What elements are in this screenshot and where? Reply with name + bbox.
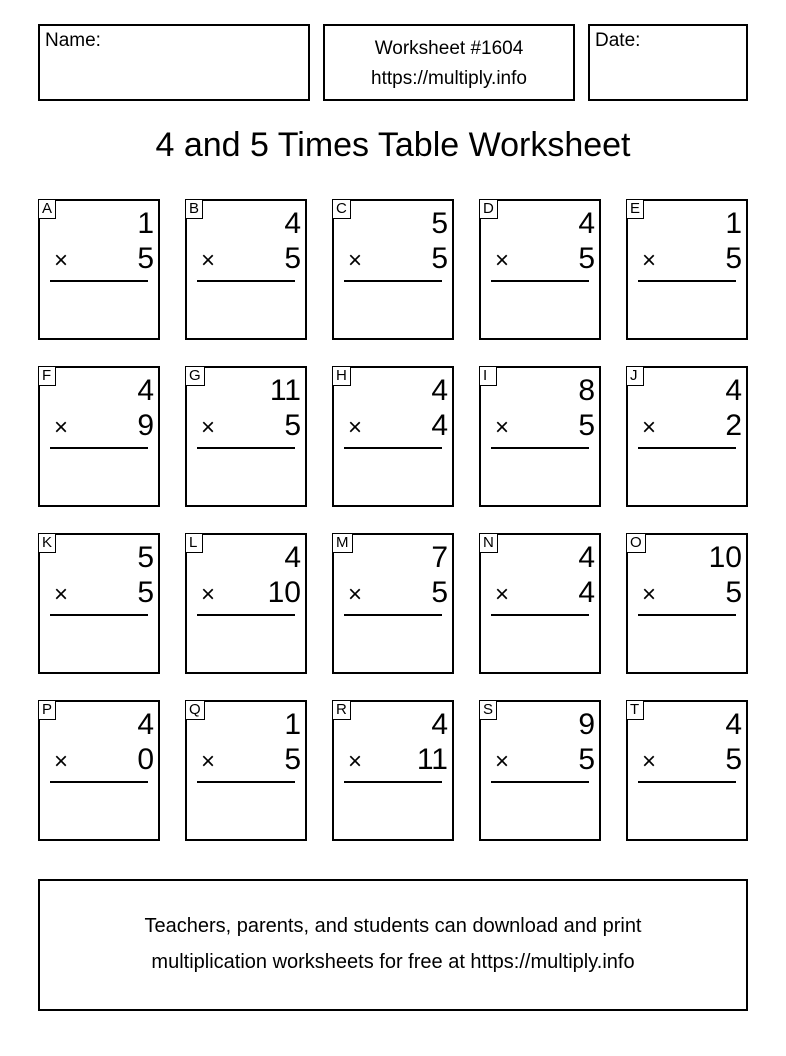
problem-box [626, 533, 748, 674]
answer-line [50, 447, 148, 449]
problem-letter: N [479, 533, 498, 553]
worksheet-title: 4 and 5 Times Table Worksheet [155, 126, 631, 164]
name-field-box [38, 24, 310, 101]
multiply-sign: × [642, 414, 657, 441]
multiply-sign: × [201, 748, 216, 775]
footer-line-1: Teachers, parents, and students can download and print [144, 915, 642, 937]
multiplier: 5 [431, 576, 448, 609]
multiplier: 9 [137, 409, 154, 442]
problem-box [332, 199, 454, 340]
problem-box [332, 700, 454, 841]
answer-line [50, 280, 148, 282]
multiply-sign: × [642, 247, 657, 274]
multiplier: 2 [725, 409, 742, 442]
answer-line [638, 614, 736, 616]
multiply-sign: × [495, 581, 510, 608]
multiplicand: 4 [431, 708, 448, 741]
problem-letter: M [332, 533, 353, 553]
multiplicand: 4 [137, 708, 154, 741]
multiplicand: 8 [578, 374, 595, 407]
problem-box [185, 533, 307, 674]
problem-letter: J [626, 366, 644, 386]
multiplier: 4 [431, 409, 448, 442]
answer-line [50, 614, 148, 616]
problem-box [38, 199, 160, 340]
answer-line [491, 280, 589, 282]
answer-line [344, 781, 442, 783]
multiplier: 5 [284, 409, 301, 442]
problem-box [626, 199, 748, 340]
problem-box [38, 366, 160, 507]
multiply-sign: × [348, 748, 363, 775]
multiplier: 5 [725, 576, 742, 609]
multiply-sign: × [348, 581, 363, 608]
answer-line [50, 781, 148, 783]
answer-line [344, 614, 442, 616]
multiplier: 5 [431, 242, 448, 275]
multiplier: 5 [578, 743, 595, 776]
multiply-sign: × [495, 748, 510, 775]
problem-letter: I [479, 366, 497, 386]
problem-box [332, 533, 454, 674]
multiplicand: 4 [725, 374, 742, 407]
multiplicand: 5 [137, 541, 154, 574]
multiply-sign: × [54, 414, 69, 441]
multiplier: 11 [416, 743, 448, 776]
multiplicand: 9 [578, 708, 595, 741]
multiplicand: 1 [725, 207, 742, 240]
multiply-sign: × [495, 247, 510, 274]
problem-box [185, 199, 307, 340]
problem-letter: D [479, 199, 498, 219]
multiplicand: 10 [708, 541, 742, 574]
problem-box [38, 700, 160, 841]
problem-box [185, 700, 307, 841]
problem-box [626, 700, 748, 841]
multiplicand: 4 [137, 374, 154, 407]
problem-letter: G [185, 366, 205, 386]
multiplier: 5 [137, 242, 154, 275]
problem-box [479, 700, 601, 841]
multiplicand: 11 [269, 374, 301, 407]
multiplier: 5 [725, 743, 742, 776]
problem-box [185, 366, 307, 507]
answer-line [491, 614, 589, 616]
footer-box [38, 879, 748, 1011]
problem-letter: K [38, 533, 56, 553]
multiplier: 10 [267, 576, 301, 609]
problem-box [479, 533, 601, 674]
multiply-sign: × [348, 247, 363, 274]
multiplicand: 1 [137, 207, 154, 240]
problem-letter: R [332, 700, 351, 720]
multiplier: 5 [284, 743, 301, 776]
multiplier: 5 [578, 242, 595, 275]
worksheet-url: https://multiply.info [371, 68, 527, 89]
problem-box [479, 366, 601, 507]
multiply-sign: × [54, 748, 69, 775]
problem-box [479, 199, 601, 340]
multiplier: 0 [137, 743, 154, 776]
multiplicand: 4 [578, 207, 595, 240]
problem-box [332, 366, 454, 507]
answer-line [491, 781, 589, 783]
multiplicand: 1 [284, 708, 301, 741]
problem-box [626, 366, 748, 507]
problem-letter: S [479, 700, 497, 720]
multiply-sign: × [54, 247, 69, 274]
multiply-sign: × [348, 414, 363, 441]
worksheet-info-box [323, 24, 575, 101]
answer-line [344, 280, 442, 282]
multiply-sign: × [642, 748, 657, 775]
problem-letter: F [38, 366, 56, 386]
answer-line [638, 781, 736, 783]
problem-box [38, 533, 160, 674]
date-label: Date: [595, 30, 641, 51]
footer-line-2: multiplication worksheets for free at https://multiply.info [151, 951, 635, 973]
problem-letter: P [38, 700, 56, 720]
date-field-box [588, 24, 748, 101]
answer-line [197, 447, 295, 449]
multiply-sign: × [54, 581, 69, 608]
multiplicand: 4 [431, 374, 448, 407]
problem-letter: H [332, 366, 351, 386]
multiplier: 5 [137, 576, 154, 609]
problem-letter: C [332, 199, 351, 219]
problem-letter: B [185, 199, 203, 219]
problem-letter: T [626, 700, 644, 720]
problem-letter: E [626, 199, 644, 219]
problem-letter: A [38, 199, 56, 219]
answer-line [197, 614, 295, 616]
multiply-sign: × [201, 581, 216, 608]
name-label: Name: [45, 30, 101, 51]
multiplicand: 5 [431, 207, 448, 240]
multiply-sign: × [201, 414, 216, 441]
problem-letter: L [185, 533, 203, 553]
multiplier: 4 [578, 576, 595, 609]
multiply-sign: × [201, 247, 216, 274]
multiply-sign: × [642, 581, 657, 608]
multiplier: 5 [578, 409, 595, 442]
problem-letter: O [626, 533, 646, 553]
answer-line [197, 280, 295, 282]
answer-line [638, 280, 736, 282]
multiplicand: 4 [284, 541, 301, 574]
multiplicand: 7 [431, 541, 448, 574]
multiply-sign: × [495, 414, 510, 441]
answer-line [344, 447, 442, 449]
multiplier: 5 [725, 242, 742, 275]
multiplicand: 4 [578, 541, 595, 574]
multiplicand: 4 [725, 708, 742, 741]
multiplicand: 4 [284, 207, 301, 240]
answer-line [197, 781, 295, 783]
answer-line [638, 447, 736, 449]
worksheet-number: Worksheet #1604 [374, 38, 524, 59]
multiplier: 5 [284, 242, 301, 275]
answer-line [491, 447, 589, 449]
problem-letter: Q [185, 700, 205, 720]
